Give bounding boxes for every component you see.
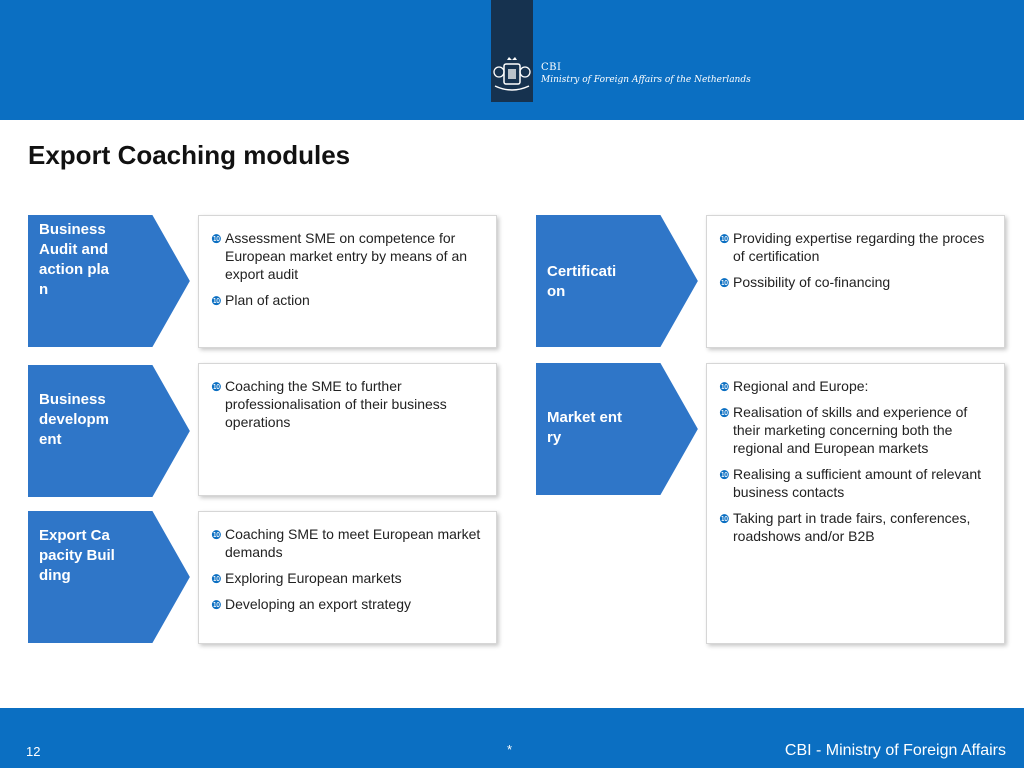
bullet-icon: ❿ (211, 598, 222, 612)
module-chevron-business-development (27, 364, 191, 498)
module-label: Business development (39, 391, 110, 448)
footer-star: * (507, 742, 513, 757)
bullet-text: Realising a sufficient amount of relevant business contacts (733, 466, 981, 500)
bullet-item (211, 525, 488, 561)
bullet-icon: ❿ (211, 572, 222, 586)
org-short-name: CBI (541, 62, 562, 73)
footer-bar (0, 708, 1024, 768)
module-label: Market entry (547, 409, 623, 446)
bullet-text: Realisation of skills and experience of their marketing concerning both the regional and European markets (733, 404, 968, 456)
bullet-icon: ❿ (719, 512, 730, 526)
bullet-item (719, 229, 996, 265)
bullet-item (211, 595, 488, 613)
module-chevron-export-capacity-building (27, 510, 191, 644)
bullet-item (719, 403, 996, 457)
bullet-item (211, 229, 488, 283)
bullet-text: Developing an export strategy (225, 596, 411, 612)
bullet-text: Regional and Europe: (733, 378, 869, 394)
bullet-icon: ❿ (719, 380, 730, 394)
bullet-item (719, 509, 996, 545)
module-label: Certification (547, 263, 617, 300)
bullet-text: Coaching the SME to further professionalisation of their business operations (225, 378, 447, 430)
module-chevron-market-entry (535, 362, 699, 496)
header-bar (0, 0, 1024, 120)
bullet-icon: ❿ (211, 294, 222, 308)
bullet-icon: ❿ (211, 380, 222, 394)
module-card-certification (706, 215, 1005, 348)
module-chevron-business-audit (27, 214, 191, 348)
bullet-text: Taking part in trade fairs, conferences, roadshows and/or B2B (733, 510, 971, 544)
page-number: 12 (26, 744, 41, 759)
logo-bar (491, 0, 533, 102)
bullet-text: Providing expertise regarding the proces of certification (733, 230, 985, 264)
module-card-business-development (198, 363, 497, 496)
bullet-item (211, 569, 488, 587)
bullet-item (719, 273, 996, 291)
module-chevron-certification (535, 214, 699, 348)
bullet-item (719, 377, 996, 395)
bullet-text: Assessment SME on competence for European market entry by means of an export audit (225, 230, 468, 282)
bullet-icon: ❿ (719, 406, 730, 420)
module-label: Business Audit and action plan (39, 221, 110, 298)
module-card-export-capacity-building (198, 511, 497, 644)
bullet-icon: ❿ (719, 468, 730, 482)
bullet-icon: ❿ (719, 276, 730, 290)
coat-of-arms-icon (491, 56, 533, 96)
bullet-icon: ❿ (719, 232, 730, 246)
footer-text: CBI - Ministry of Foreign Affairs (784, 742, 1006, 759)
bullet-item (211, 377, 488, 431)
bullet-text: Possibility of co-financing (733, 274, 891, 290)
bullet-icon: ❿ (211, 528, 222, 542)
bullet-text: Coaching SME to meet European market demands (225, 526, 481, 560)
org-full-name: Ministry of Foreign Affairs of the Netherlands (541, 75, 751, 85)
module-card-market-entry (706, 363, 1005, 644)
bullet-item (211, 291, 488, 309)
module-card-business-audit (198, 215, 497, 348)
bullet-text: Plan of action (225, 292, 310, 308)
module-label: Export Capacity Building (39, 527, 115, 584)
bullet-icon: ❿ (211, 232, 222, 246)
bullet-item (719, 465, 996, 501)
bullet-text: Exploring European markets (225, 570, 402, 586)
organization-name (541, 62, 751, 86)
page-title: Export Coaching modules (28, 140, 351, 170)
